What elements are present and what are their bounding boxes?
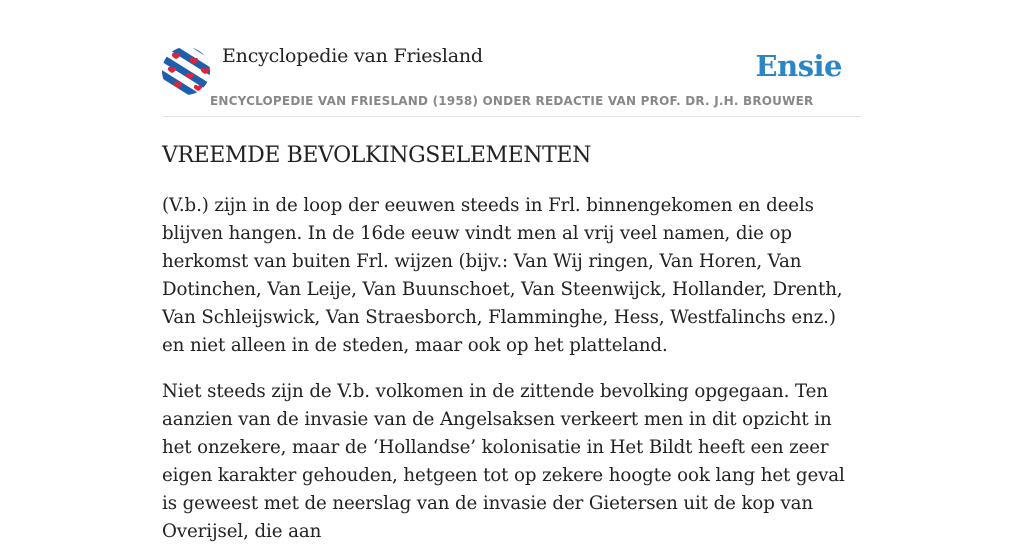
article-paragraph: (V.b.) zijn in de loop der eeuwen steeds in Frl. binnengekomen en deels blijven hangen. In de 16de eeuw vindt men al vrij veel namen, die op herkomst van buiten Frl. wijzen (bijv.: Van Wij ringen, Van Horen, Van Dotinchen, Van Leije, Van Buunschoet, Van Steenwijck, Hollander, Drenth, Van Schleijswick, Van Straesborch, Flamminghe, Hess, Westfalinchs enz.) en niet alleen in de steden, maar ook op het platteland. [162, 195, 843, 356]
site-title[interactable]: Encyclopedie van Friesland [222, 45, 483, 67]
ensie-logo[interactable]: Ensie [755, 49, 842, 83]
article-title: VREEMDE BEVOLKINGSELEMENTEN [162, 143, 591, 168]
site-header [162, 0, 862, 117]
content-container [162, 0, 862, 546]
source-subtitle: ENCYCLOPEDIE VAN FRIESLAND (1958) ONDER REDACTIE VAN PROF. DR. J.H. BROUWER [210, 94, 814, 108]
frisian-flag-icon[interactable] [162, 47, 210, 95]
article-paragraph: Niet steeds zijn de V.b. volkomen in de zittende bevolking opgegaan. Ten aanzien van de invasie van de Angelsaksen verkeert men in dit opzicht in het onzekere, maar de ‘Hollandse’ kolonisatie in Het Bildt heeft een zeer eigen karakter gehouden, hetgeen tot op zekere hoogte ook lang het geval is geweest met de neerslag van de invasie der Gietersen uit de kop van Overijsel, die aan [162, 381, 845, 542]
